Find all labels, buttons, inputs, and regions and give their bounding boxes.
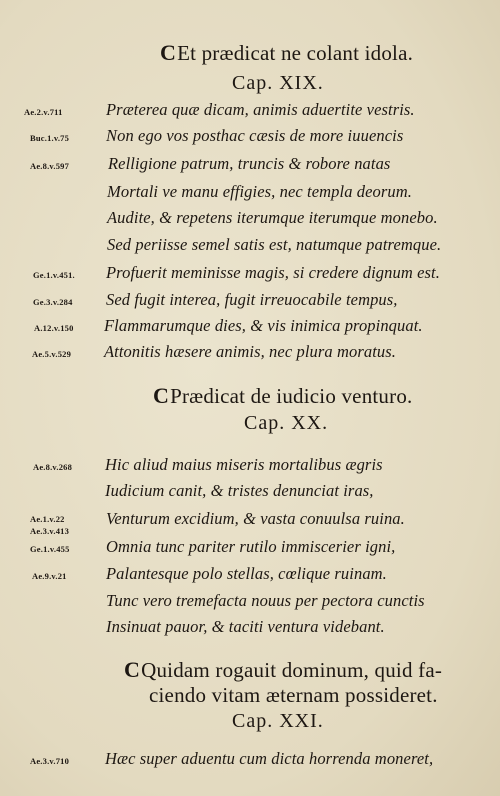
verse-reference: Ae.8.v.597 [30,161,70,171]
pilcrow-mark: C [153,383,170,408]
verse-line: Flammarumque dies, & vis inimica propinquat. [104,316,423,335]
heading-text: Et prædicat ne colant idola. [177,41,414,65]
verse-line: Profuerit meminisse magis, si credere dignum est. [106,263,440,282]
section-heading [153,383,412,409]
verse-reference: Ge.1.v.455 [30,544,70,554]
verse-line: Venturum excidium, & vasta conuulsa ruina. [106,509,405,528]
verse-reference: Ae.3.v.413 [30,526,70,536]
verse-line: Insinuat pauor, & taciti ventura videbant. [106,617,385,636]
verse-reference: Ge.3.v.284 [33,297,73,307]
chapter-number: Cap. XIX. [232,72,324,94]
verse-reference: Ae.8.v.268 [33,462,73,472]
verse-line: Præterea quæ dicam, animis aduertite vestris. [106,100,415,119]
verse-reference: Buc.1.v.75 [30,133,70,143]
verse-line: Iudicium canit, & tristes denunciat iras, [105,481,374,500]
verse-line: Hic aliud maius miseris mortalibus ægris [105,455,383,474]
verse-reference: Ae.5.v.529 [32,349,72,359]
verse-line: Tunc vero tremefacta nouus per pectora cunctis [106,591,425,610]
verse-line: Omnia tunc pariter rutilo immiscerier igni, [106,537,396,556]
verse-line: Mortali ve manu effigies, nec templa deorum. [107,182,413,201]
verse-line: Hæc super aduentu cum dicta horrenda moneret, [105,749,434,768]
heading-text: Prædicat de iudicio venturo. [170,384,413,408]
section-heading [160,40,413,66]
verse-reference: Ae.3.v.710 [30,756,70,766]
pilcrow-mark: C [124,657,141,682]
section-heading-continued: ciendo vitam æternam possideret. [149,683,438,707]
section-heading [124,657,442,683]
chapter-number: Cap. XXI. [232,710,324,732]
verse-line: Relligione patrum, truncis & robore natas [108,154,391,173]
verse-line: Audite, & repetens iterumque iterumque monebo. [107,208,438,227]
heading-text: Quidam rogauit dominum, quid fa- [141,658,443,682]
verse-line: Non ego vos posthac cæsis de more iuuencis [106,126,404,145]
verse-reference: Ae.9.v.21 [32,571,67,581]
verse-reference: Ae.2.v.711 [24,107,63,117]
verse-line: Palantesque polo stellas, cœlique ruinam. [106,564,387,583]
pilcrow-mark: C [160,40,177,65]
verse-line: Attonitis hæsere animis, nec plura moratus. [104,342,396,361]
verse-reference: Ge.1.v.451. [33,270,75,280]
verse-line: Sed fugit interea, fugit irreuocabile tempus, [106,290,398,309]
chapter-number: Cap. XX. [244,412,329,434]
verse-reference: Ae.1.v.22 [30,514,65,524]
verse-reference: A.12.v.150 [34,323,74,333]
verse-line: Sed periisse semel satis est, natumque patremque. [107,235,442,254]
